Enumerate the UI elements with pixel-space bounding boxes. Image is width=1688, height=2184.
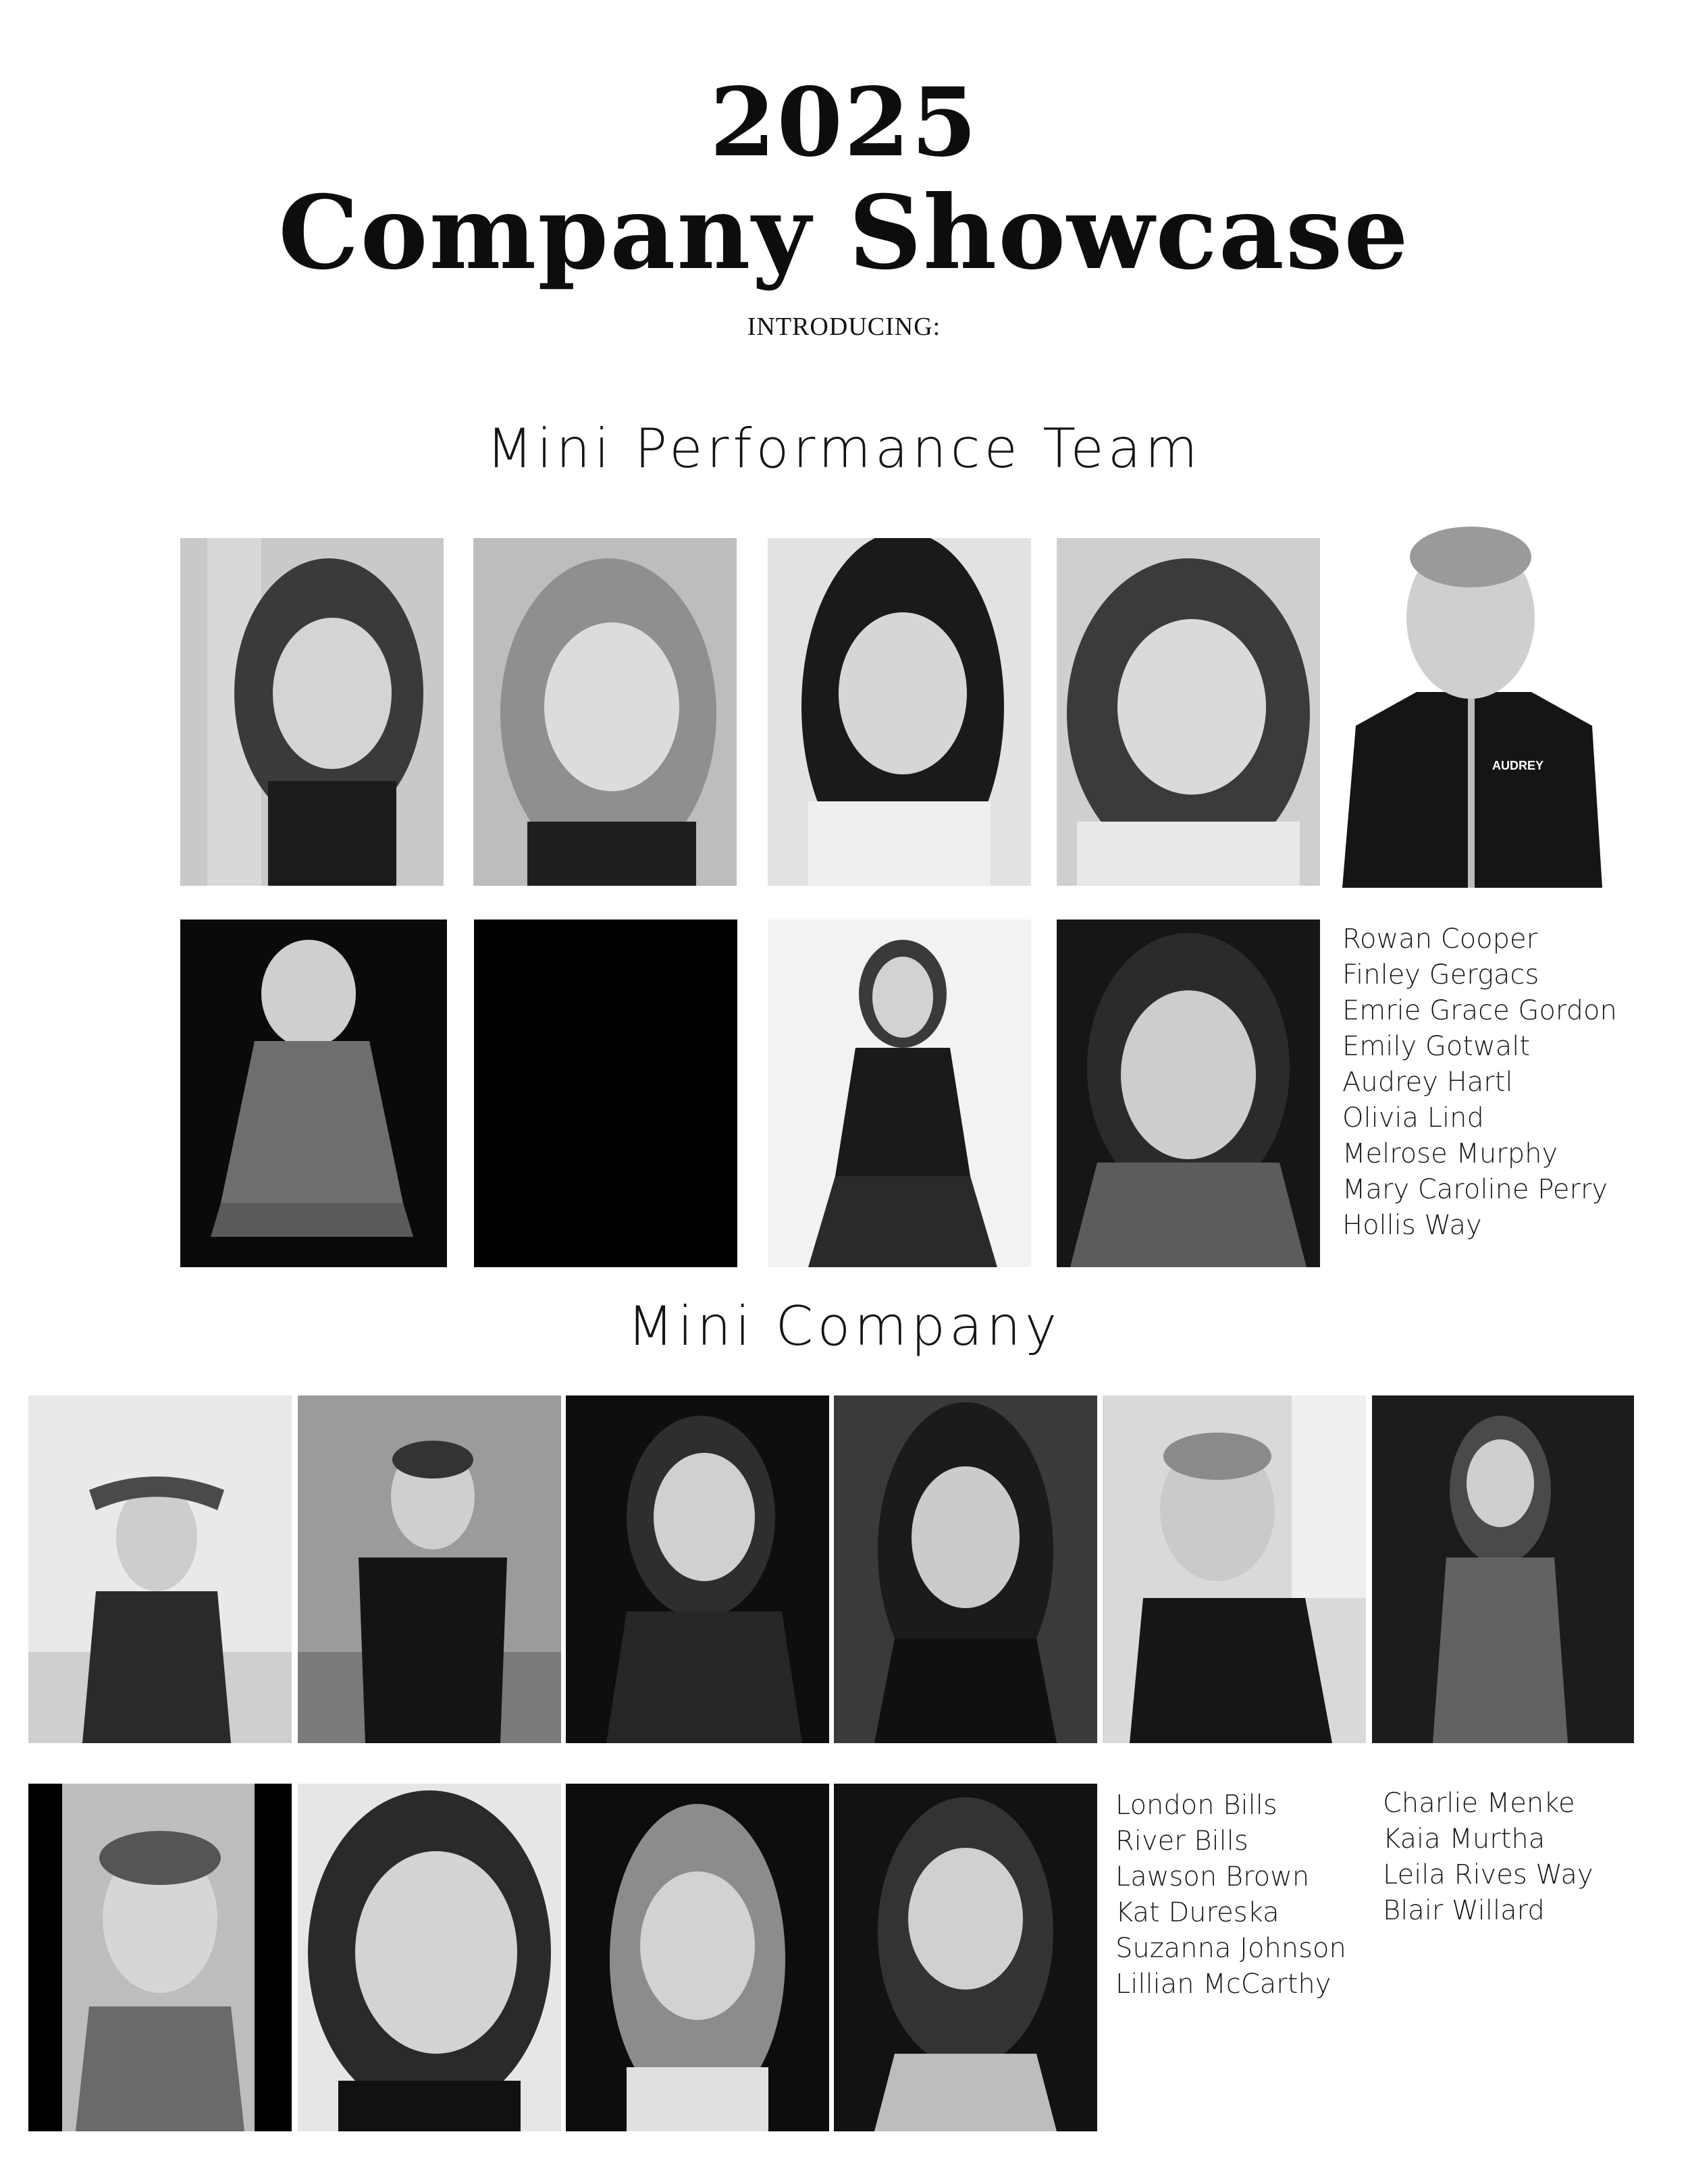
mini-company-roster-column-2 <box>1383 1786 1593 1929</box>
dancer-photo <box>566 1395 829 1743</box>
photo-placeholder <box>474 920 737 1267</box>
member-name: Suzanna Johnson <box>1115 1933 1346 1964</box>
dancer-photo <box>566 1784 829 2131</box>
dancer-photo <box>1057 538 1320 886</box>
member-name: Leila Rives Way <box>1383 1859 1593 1890</box>
member-name: Finley Gergacs <box>1342 959 1539 990</box>
jacket-name-text: AUDREY <box>1492 759 1544 772</box>
member-name: Charlie Menke <box>1383 1788 1575 1819</box>
dancer-photo <box>180 920 447 1267</box>
dancer-photo <box>834 1784 1097 2131</box>
dancer-photo <box>298 1784 561 2131</box>
member-name: Kat Dureska <box>1115 1897 1280 1928</box>
mini-performance-team-roster <box>1342 922 1617 1244</box>
dancer-photo <box>28 1784 292 2131</box>
member-name: Olivia Lind <box>1342 1102 1484 1134</box>
member-name: Rowan Cooper <box>1342 924 1538 955</box>
year-heading: 2025 <box>710 68 978 178</box>
dancer-photo <box>768 920 1031 1267</box>
dancer-photo <box>298 1395 561 1743</box>
member-name: Melrose Murphy <box>1342 1138 1558 1169</box>
dancer-photo <box>1372 1395 1634 1743</box>
dancer-photo <box>28 1395 292 1743</box>
dancer-photo <box>834 1395 1097 1743</box>
member-name: Emrie Grace Gordon <box>1342 995 1617 1026</box>
page-title: Company Showcase <box>278 174 1410 292</box>
dancer-photo <box>768 538 1031 886</box>
member-name: Lillian McCarthy <box>1115 1969 1331 2000</box>
member-name: Emily Gotwalt <box>1342 1031 1531 1062</box>
member-name: Lawson Brown <box>1115 1861 1310 1892</box>
introducing-label: INTRODUCING: <box>747 313 941 341</box>
member-name: Kaia Murtha <box>1383 1823 1546 1855</box>
dancer-photo <box>1336 523 1606 888</box>
member-name: London Bills <box>1115 1790 1277 1821</box>
section-title-mini-performance-team: Mini Performance Team <box>486 417 1202 480</box>
section-title-mini-company: Mini Company <box>627 1295 1061 1358</box>
member-name: Hollis Way <box>1342 1210 1482 1241</box>
dancer-photo <box>1057 920 1320 1267</box>
member-name: River Bills <box>1115 1826 1248 1857</box>
dancer-photo <box>1103 1395 1366 1743</box>
member-name: Blair Willard <box>1383 1895 1545 1926</box>
member-name: Audrey Hartl <box>1342 1067 1513 1098</box>
dancer-photo <box>180 538 444 886</box>
mini-company-roster-column-1 <box>1115 1788 1346 2002</box>
dancer-photo <box>473 538 737 886</box>
member-name: Mary Caroline Perry <box>1342 1174 1608 1205</box>
